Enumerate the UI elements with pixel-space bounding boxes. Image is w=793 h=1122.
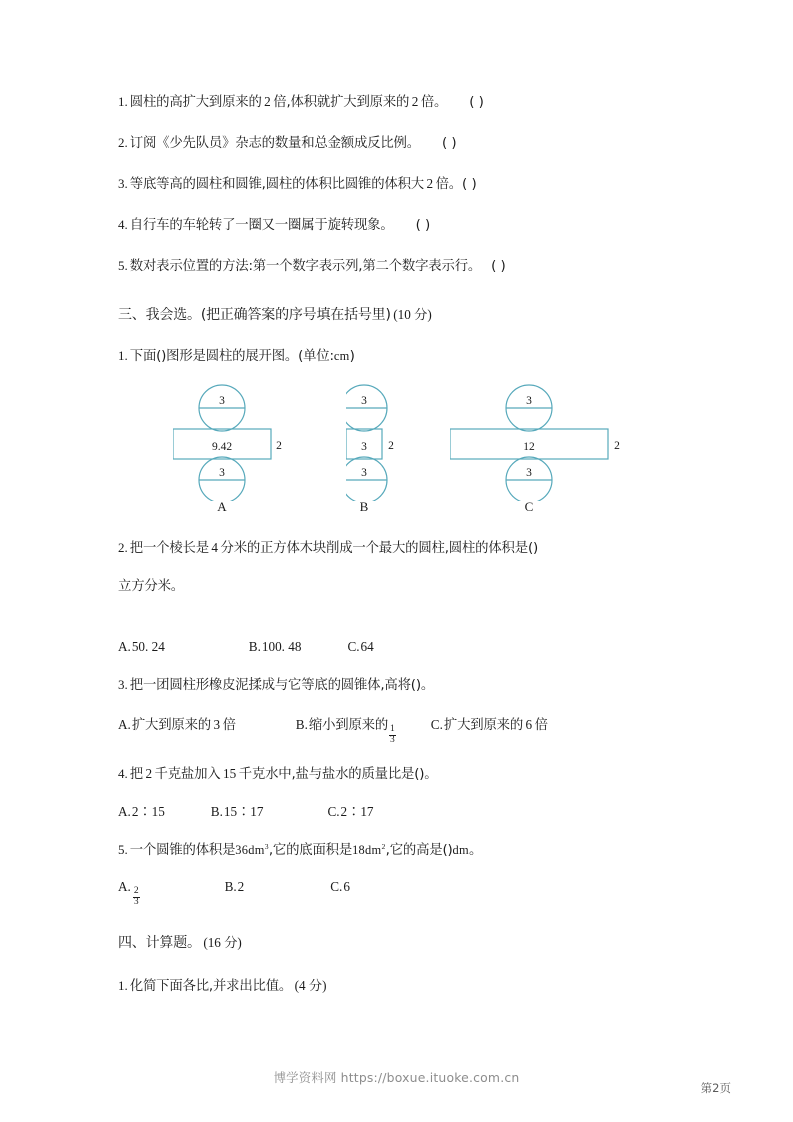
cylinder-net-figure-a xyxy=(173,381,293,514)
question-text: 数对表示位置的方法:第一个数字表示列,第二个数字表示行。 xyxy=(129,259,482,275)
option-b-value: 2 xyxy=(237,879,245,895)
question-text: 一个圆锥的体积是 xyxy=(129,843,236,859)
true-false-item xyxy=(118,174,718,195)
true-false-question-list xyxy=(118,92,718,278)
question-value: 4 xyxy=(211,539,218,555)
question-number: 1. xyxy=(118,347,128,363)
figure-caption-c: C xyxy=(524,498,534,514)
question-text-cont: )图形是圆柱的展开图。 xyxy=(161,348,299,364)
option-b-value: 100. 48 xyxy=(261,638,302,654)
option-c-value: 64 xyxy=(360,638,374,654)
option-c-label: C. xyxy=(430,716,443,732)
question-value: 2 xyxy=(264,94,271,109)
height-label-a: 2 xyxy=(276,439,282,452)
choice-question-2-line2 xyxy=(118,577,718,597)
figure-a-svg xyxy=(173,381,303,501)
bottom-circle-label-c: 3 xyxy=(526,466,532,479)
lateral-rect-label-a: 9.42 xyxy=(211,440,233,453)
option-a-label: A. xyxy=(118,638,131,654)
volume-exponent: 3 xyxy=(264,841,269,851)
option-a[interactable] xyxy=(118,879,141,906)
question-value-2: 15 xyxy=(223,765,237,781)
section-four-score: (16 分) xyxy=(203,935,242,951)
question-number: 3. xyxy=(118,176,128,192)
top-circle-label-a: 3 xyxy=(219,394,225,407)
option-b-label: B. xyxy=(248,638,261,654)
question-text-cont: ,它的底面积是 xyxy=(268,843,353,859)
option-a[interactable] xyxy=(118,801,165,820)
choice-question-3 xyxy=(118,675,718,696)
question-text-close: ) xyxy=(447,843,453,859)
option-c-text: 扩大到原来的 xyxy=(443,717,524,733)
option-a-label: A. xyxy=(118,879,131,895)
lateral-rect-label-b: 3 xyxy=(361,440,367,453)
question-number: 4. xyxy=(118,765,128,781)
base-area-value xyxy=(352,841,386,860)
question-text-cont: 倍。 xyxy=(435,177,462,193)
question-text: 圆柱的高扩大到原来的 xyxy=(129,95,262,110)
question-text-cont: 千克盐加入 xyxy=(154,766,221,782)
option-a-suffix: 倍 xyxy=(222,717,236,733)
base-area-number: 18dm xyxy=(352,843,382,858)
section-three-heading xyxy=(118,304,718,324)
true-false-item xyxy=(118,133,718,154)
option-b[interactable] xyxy=(211,801,264,820)
option-a-label: A. xyxy=(118,804,131,820)
option-b-label: B. xyxy=(210,804,223,820)
figure-caption-a: A xyxy=(217,498,227,514)
option-b-label: B. xyxy=(295,716,308,732)
bottom-circle-label-b: 3 xyxy=(361,466,367,479)
answer-bracket[interactable]: ( ) xyxy=(441,136,457,152)
question-text: 订阅《少先队员》杂志的数量和总金额成反比例。 xyxy=(129,136,420,152)
choice-question-3-options xyxy=(118,714,718,744)
section-three-title: 三、我会选。 xyxy=(118,306,201,323)
page-content xyxy=(118,92,718,1017)
option-b-value: 15∶17 xyxy=(223,804,264,820)
calc-question-1 xyxy=(118,976,718,997)
question-number: 2. xyxy=(118,539,128,555)
answer-bracket[interactable]: ( ) xyxy=(491,259,506,275)
question-text-cont: 分米的正方体木块削成一个最大的圆柱,圆柱的体积是( xyxy=(220,540,533,556)
unit-note-open: (单位: xyxy=(298,348,334,364)
question-number: 3. xyxy=(118,676,128,692)
question-text-wrap: 立方分米。 xyxy=(118,578,184,594)
section-four-title: 四、计算题。 xyxy=(118,935,201,952)
fraction-numerator: 2 xyxy=(133,885,139,896)
answer-bracket[interactable]: ( ) xyxy=(415,218,431,234)
option-c-value: 6 xyxy=(343,879,350,895)
bottom-circle-label-a: 3 xyxy=(219,466,225,479)
option-b[interactable] xyxy=(249,639,302,655)
bottom-circle-c xyxy=(506,457,552,501)
bottom-circle-b xyxy=(346,457,387,501)
question-number: 2. xyxy=(118,135,128,151)
option-c[interactable] xyxy=(327,801,373,820)
choice-question-5-options xyxy=(118,879,718,906)
option-a-value: 2∶15 xyxy=(131,804,165,820)
cylinder-net-figure-c xyxy=(450,381,635,514)
question-text-cont: 倍,体积就扩大到原来的 xyxy=(273,95,410,110)
fraction-numerator: 1 xyxy=(390,723,395,734)
option-a-label: A. xyxy=(118,716,131,732)
top-circle-label-b: 3 xyxy=(361,394,367,407)
question-text: 下面( xyxy=(129,348,162,364)
volume-value xyxy=(235,841,269,860)
question-text-cont-2: 千克水中,盐与盐水的质量比是( xyxy=(238,766,420,782)
true-false-item xyxy=(118,92,718,113)
question-text: 把一个棱长是 xyxy=(129,540,209,556)
question-number: 5. xyxy=(118,842,128,858)
fraction-denominator: 3 xyxy=(390,734,395,745)
option-c[interactable] xyxy=(347,639,373,655)
true-false-item xyxy=(118,256,718,277)
top-circle-label-c: 3 xyxy=(526,394,532,407)
page-number: 第2页 xyxy=(700,1081,731,1095)
question-score: (4 分) xyxy=(294,978,327,994)
question-text-end: )。 xyxy=(415,677,435,693)
question-text-cont-2: ,它的高是( xyxy=(385,843,448,859)
option-a-value: 50. 24 xyxy=(131,638,165,654)
section-three-instruction: (把正确答案的序号填在括号里) xyxy=(200,306,391,323)
question-value-2: 2 xyxy=(411,94,419,109)
option-c-label: C. xyxy=(330,879,343,895)
question-number: 1. xyxy=(118,978,128,994)
height-label-b: 2 xyxy=(388,439,394,452)
fraction-denominator: 3 xyxy=(133,896,139,907)
choice-question-2-options xyxy=(118,639,718,655)
option-c-value: 2∶17 xyxy=(340,804,374,820)
site-watermark: 博学资料网 https://boxue.ituoke.com.cn xyxy=(273,1070,520,1085)
lateral-rect-label-c: 12 xyxy=(523,440,535,453)
option-c-label: C. xyxy=(347,638,360,654)
option-b[interactable] xyxy=(296,714,397,744)
choice-question-5 xyxy=(118,840,718,861)
option-c-label: C. xyxy=(327,804,340,820)
choice-question-2 xyxy=(118,538,718,559)
answer-bracket[interactable]: ( ) xyxy=(469,95,484,110)
question-value: 2 xyxy=(426,176,434,192)
cylinder-net-figure-group xyxy=(118,381,718,516)
option-a-text: 扩大到原来的 xyxy=(131,717,211,733)
question-text-end: 倍。 xyxy=(420,95,448,110)
option-c[interactable] xyxy=(330,879,350,895)
question-number: 1. xyxy=(118,94,128,109)
base-area-exponent: 2 xyxy=(381,841,386,851)
section-three-score: (10 分) xyxy=(393,306,432,322)
height-label-c: 2 xyxy=(614,439,620,452)
answer-unit: dm xyxy=(452,843,469,858)
volume-number: 36dm xyxy=(235,843,265,858)
choice-question-4 xyxy=(118,764,718,785)
option-a[interactable] xyxy=(118,639,165,655)
question-text: 把一团圆柱形橡皮泥揉成与它等底的圆锥体,高将( xyxy=(129,677,416,693)
true-false-item xyxy=(118,215,718,236)
figure-c-svg xyxy=(450,381,635,501)
answer-bracket[interactable]: ( ) xyxy=(461,177,477,193)
option-c-suffix: 倍 xyxy=(534,717,548,733)
cylinder-net-figure-b xyxy=(346,381,426,514)
option-c-number: 6 xyxy=(525,716,533,732)
figure-b-svg xyxy=(346,381,426,501)
choice-question-1 xyxy=(118,346,718,367)
question-number: 4. xyxy=(118,217,128,233)
option-b-text: 缩小到原来的 xyxy=(308,717,389,733)
option-a[interactable] xyxy=(118,714,236,733)
choice-question-4-options xyxy=(118,801,718,820)
section-four-heading xyxy=(118,932,718,952)
option-b[interactable] xyxy=(225,879,245,895)
unit-label: cm xyxy=(333,348,350,363)
option-b-label: B. xyxy=(224,879,237,895)
question-text: 等底等高的圆柱和圆锥,圆柱的体积比圆锥的体积大 xyxy=(129,177,424,193)
question-text-end: 。 xyxy=(468,843,483,859)
question-value: 2 xyxy=(145,765,153,781)
figure-caption-b: B xyxy=(359,498,369,514)
option-b-fraction xyxy=(389,725,396,746)
question-text: 把 xyxy=(129,766,143,782)
option-a-number: 3 xyxy=(213,716,221,732)
option-a-fraction xyxy=(133,887,140,908)
unit-note-close: ) xyxy=(349,348,355,364)
bottom-circle-a xyxy=(199,457,245,501)
question-text-end: )。 xyxy=(419,766,438,782)
option-c[interactable] xyxy=(431,714,548,733)
question-text-end: ) xyxy=(532,540,538,556)
question-text: 化简下面各比,并求出比值。 xyxy=(129,979,293,995)
question-text: 自行车的车轮转了一圈又一圈属于旋转现象。 xyxy=(129,218,394,234)
question-number: 5. xyxy=(118,258,128,274)
